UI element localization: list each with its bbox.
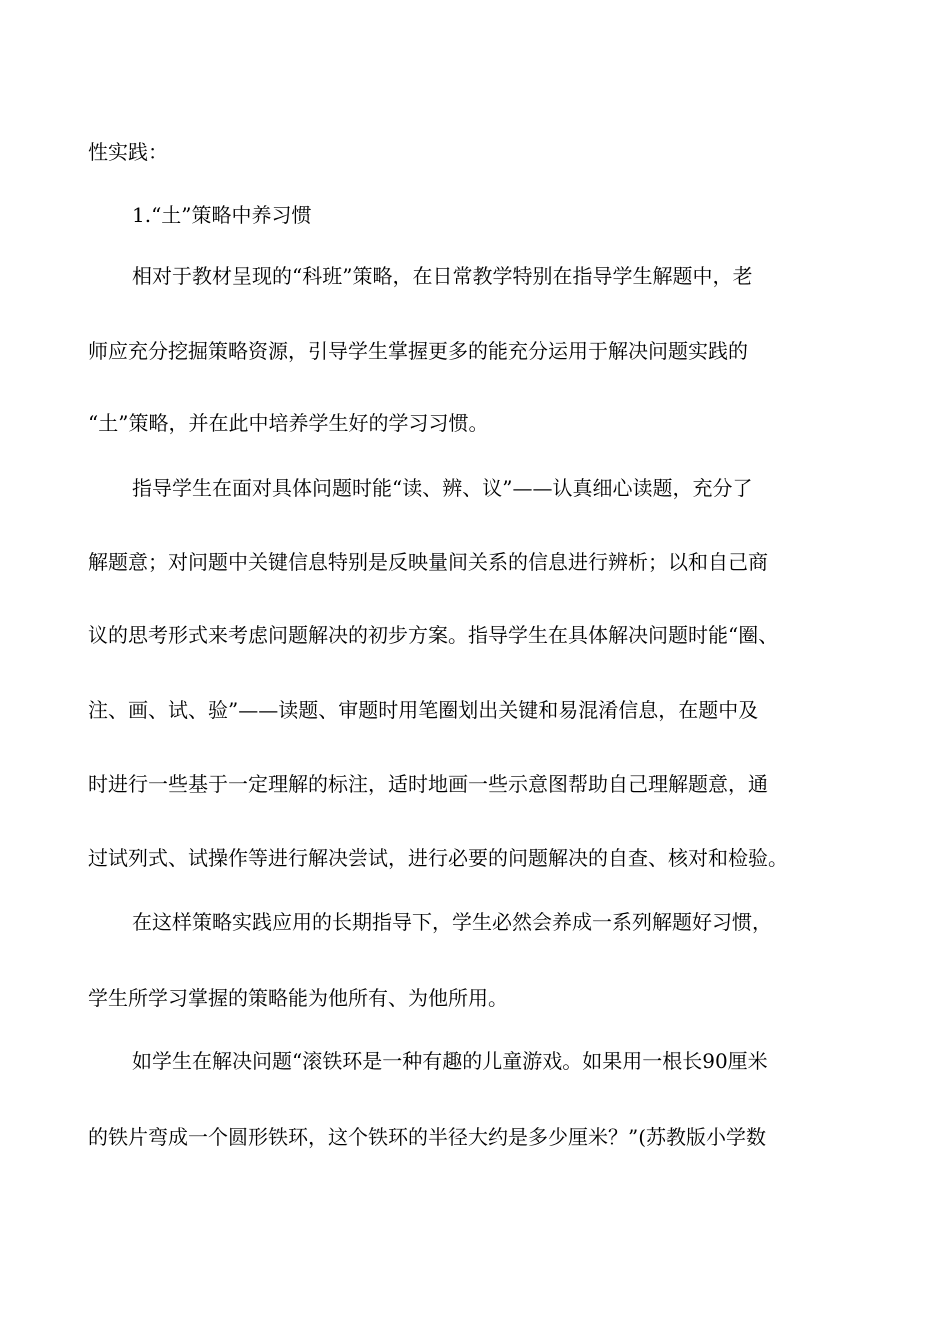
- text-line: 学生所学习掌握的策略能为他所有、为他所用。: [88, 986, 508, 1010]
- text-line: 师应充分挖掘策略资源，引导学生掌握更多的能充分运用于解决问题实践的: [88, 339, 748, 363]
- text-line: 的铁片弯成一个圆形铁环，这个铁环的半径大约是多少厘米？”(苏教版小学数: [88, 1125, 767, 1149]
- text-line: “土”策略，并在此中培养学生好的学习习惯。: [88, 411, 489, 435]
- text-line: 解题意；对问题中关键信息特别是反映量间关系的信息进行辨析；以和自己商: [88, 550, 768, 574]
- text-line: 相对于教材呈现的“科班”策略，在日常教学特别在指导学生解题中，老: [132, 264, 753, 288]
- text-line: 过试列式、试操作等进行解决尝试，进行必要的问题解决的自查、核对和检验。: [88, 846, 788, 870]
- text-line: 性实践：: [88, 140, 168, 164]
- text-line: 在这样策略实践应用的长期指导下，学生必然会养成一系列解题好习惯，: [132, 910, 772, 934]
- text-line: 议的思考形式来考虑问题解决的初步方案。指导学生在具体解决问题时能“圈、: [88, 623, 779, 647]
- text-line: 如学生在解决问题“滚铁环是一种有趣的儿童游戏。如果用一根长90厘米: [132, 1049, 768, 1073]
- text-line: 时进行一些基于一定理解的标注，适时地画一些示意图帮助自己理解题意，通: [88, 772, 768, 796]
- text-line: 注、画、试、验”——读题、审题时用笔圈划出关键和易混淆信息，在题中及: [88, 698, 759, 722]
- section-heading: 1.“土”策略中养习惯: [132, 203, 312, 227]
- text-line: 指导学生在面对具体问题时能“读、辨、议”——认真细心读题，充分了: [132, 476, 753, 500]
